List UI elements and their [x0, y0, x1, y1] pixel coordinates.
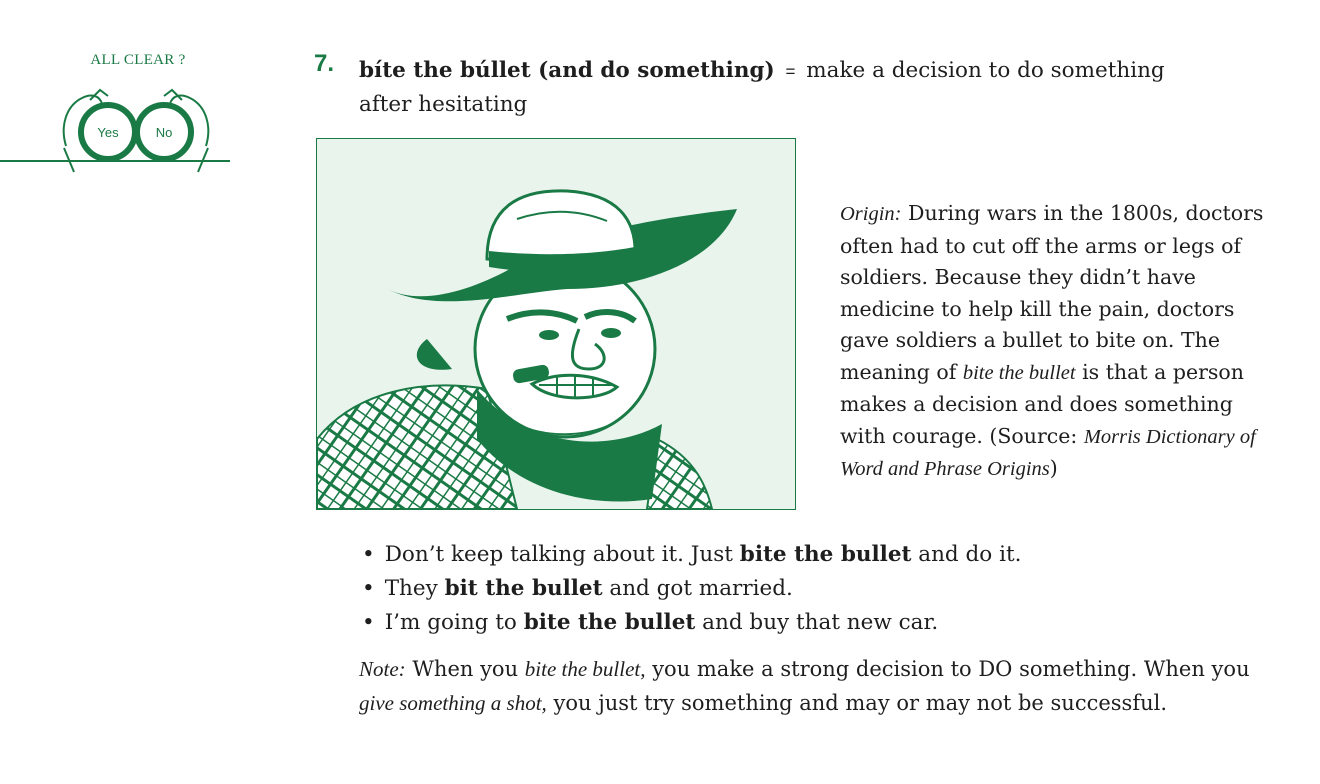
origin-paragraph	[840, 198, 1270, 486]
origin-text-part2: is that a person makes a decision and does something with courage. (Source:	[840, 359, 1244, 448]
entry-definition: make a decision to do something after hesitating	[359, 58, 1165, 117]
entry-term: bíte the búllet (and do something)	[359, 58, 775, 83]
note-paragraph: Note: When you bite the bullet, you make a strong decision to DO something. When you give something a shot, you just try something and may or may not be successful.	[359, 657, 1250, 715]
cowboy-illustration	[316, 138, 796, 510]
sidebar-divider	[0, 160, 230, 162]
origin-label: Origin:	[840, 203, 902, 225]
all-clear-title: ALL CLEAR ?	[90, 52, 186, 68]
origin-text-part1: During wars in the 1800s, doctors often had to cut off the arms or legs of soldiers. Because they didn’t have medicine to help kill the pain, doctors gave soldiers a bullet to bite on. The meaning of	[840, 201, 1264, 384]
entry-equals: =	[785, 62, 796, 81]
example-item: • Don’t keep talking about it. Just bite the bullet and do it.	[362, 538, 1021, 572]
no-label: No	[155, 125, 173, 140]
yes-label: Yes	[97, 125, 119, 140]
note-phrase-shot: give something a shot,	[359, 691, 547, 715]
example-item: • They bit the bullet and got married.	[362, 572, 1021, 606]
example-item: • I’m going to bite the bullet and buy that new car.	[362, 606, 1021, 640]
note-label: Note:	[359, 657, 406, 681]
all-clear-logo	[52, 52, 224, 140]
note-phrase-bite: bite the bullet,	[524, 657, 646, 681]
origin-phrase: bite the bullet	[962, 361, 1076, 384]
origin-source-title: Morris Dictionary of Word and Phrase Origins	[840, 425, 1256, 480]
cowboy-biting-bullet-image	[317, 139, 795, 509]
example-list	[362, 538, 1021, 640]
entry-number: 7.	[314, 50, 335, 77]
entry-heading	[359, 54, 1199, 121]
origin-text-part3: )	[1049, 456, 1058, 480]
